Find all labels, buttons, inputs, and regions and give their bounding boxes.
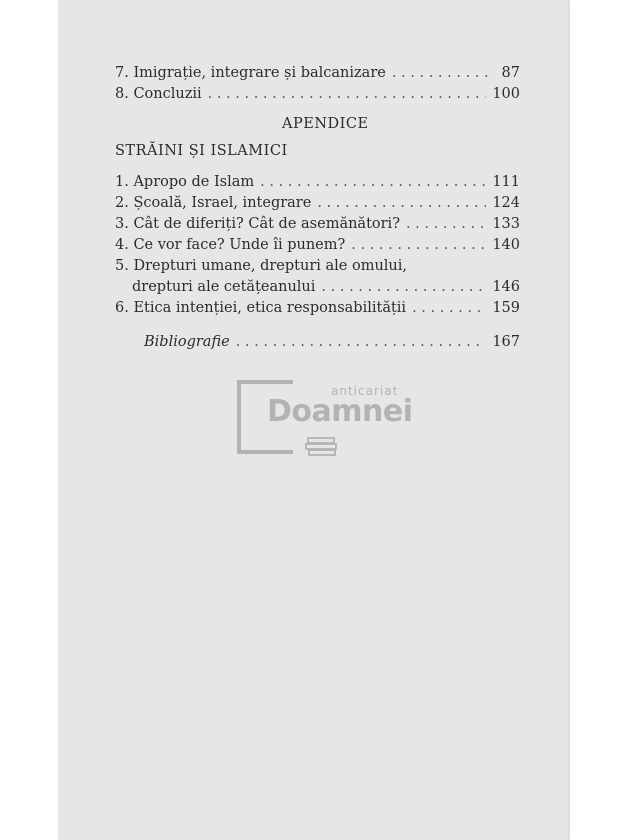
appendix-entry-1 bbox=[115, 172, 520, 192]
dot-leader bbox=[412, 298, 486, 318]
books-stack-icon bbox=[305, 436, 339, 458]
toc-entry-page: 140 bbox=[492, 237, 520, 253]
appendix-heading: APENDICE bbox=[282, 116, 369, 132]
toc-entry-page: 111 bbox=[492, 174, 520, 190]
toc-entry-page: 167 bbox=[492, 334, 520, 350]
watermark-big-text: Doamnei bbox=[267, 394, 413, 429]
appendix-entry-5-line-2 bbox=[132, 277, 520, 297]
appendix-entry-3 bbox=[115, 214, 520, 234]
toc-entry-title: 1. Apropo de Islam bbox=[115, 174, 255, 190]
section-heading: STRĂINI ȘI ISLAMICI bbox=[115, 143, 288, 159]
dot-leader bbox=[321, 277, 486, 297]
dot-leader bbox=[392, 63, 490, 83]
dot-leader bbox=[317, 193, 486, 213]
toc-entry-title: drepturi ale cetățeanului bbox=[132, 279, 316, 295]
toc-entry-page: 87 bbox=[501, 65, 520, 81]
dot-leader bbox=[351, 235, 486, 255]
toc-entry-title: 7. Imigrație, integrare și balcanizare bbox=[115, 65, 386, 81]
toc-entry-title: Bibliografie bbox=[144, 334, 230, 350]
dot-leader bbox=[236, 332, 487, 352]
watermark-small-text: anticariat bbox=[331, 384, 399, 398]
appendix-entry-2 bbox=[115, 193, 520, 213]
toc-entry-page: 159 bbox=[492, 300, 520, 316]
toc-entry-8 bbox=[115, 84, 520, 104]
appendix-entry-6 bbox=[115, 298, 520, 318]
toc-entry-page: 100 bbox=[492, 86, 520, 102]
watermark-logo bbox=[237, 380, 457, 470]
toc-entry-title: 2. Școală, Israel, integrare bbox=[115, 195, 312, 211]
toc-entry-page: 133 bbox=[492, 216, 520, 232]
appendix-entry-4 bbox=[115, 235, 520, 255]
bibliography-entry bbox=[144, 332, 520, 352]
appendix-entry-5-line-1 bbox=[115, 256, 520, 276]
toc-entry-7 bbox=[115, 63, 520, 83]
dot-leader bbox=[208, 84, 487, 104]
toc-entry-page: 124 bbox=[492, 195, 520, 211]
toc-entry-page: 146 bbox=[492, 279, 520, 295]
toc-entry-title: 6. Etica intenției, etica responsabilității bbox=[115, 300, 407, 316]
dot-leader bbox=[406, 214, 486, 234]
toc-entry-title: 4. Ce vor face? Unde îi punem? bbox=[115, 237, 346, 253]
book-page bbox=[58, 0, 570, 840]
toc-entry-title: 5. Drepturi umane, drepturi ale omului, bbox=[115, 258, 408, 274]
toc-entry-title: 8. Concluzii bbox=[115, 86, 202, 102]
dot-leader bbox=[260, 172, 486, 192]
toc-entry-title: 3. Cât de diferiți? Cât de asemănători? bbox=[115, 216, 400, 232]
